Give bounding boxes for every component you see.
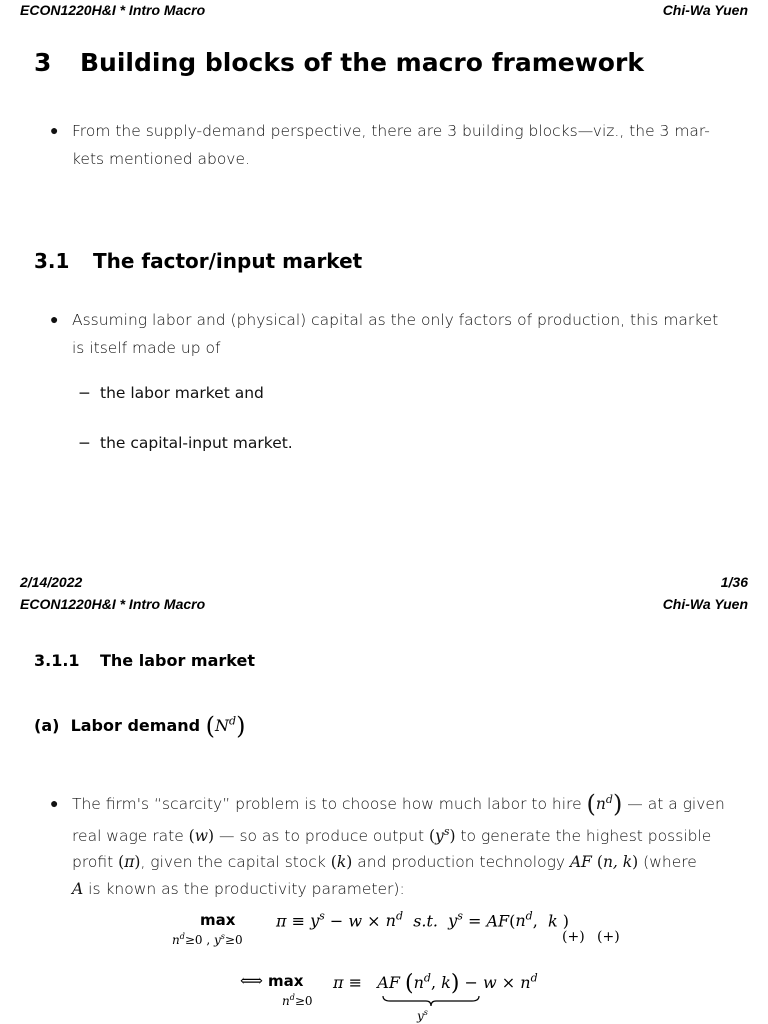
bullet-text: From the supply-demand perspective, there are 3 building blocks—viz., the 3 mar- (72, 122, 710, 140)
a-math: A (72, 879, 84, 898)
author-name: Chi-Wa Yuen (662, 2, 748, 18)
list-item (78, 384, 264, 402)
pi-math: (π) (118, 853, 141, 872)
eq1-body: $\pi \equiv y^s - w \times n^d$ s.t. $y^s = AF(n^d$, k ) (276, 910, 570, 931)
bullet-text: — so as to produce output (219, 826, 425, 845)
bullet-text: profit (72, 853, 114, 872)
ys-math: $(y^s)$ (428, 824, 456, 845)
section-title: Building blocks of the macro framework (80, 48, 644, 77)
bullet-text: — at a given (627, 795, 725, 814)
eq2-arrow (240, 971, 303, 990)
eq2-body: π ≡ AF ($n^d$, $k) - w \times n^d$ (333, 971, 538, 996)
bullet-scarcity (50, 787, 740, 902)
page1-header (20, 2, 748, 18)
eq1-sign-k: (+) (597, 929, 620, 945)
nd-symbol: $(N^d)$ (205, 712, 246, 740)
bullet-text: , given the capital stock (140, 853, 326, 872)
bullet-text: real wage rate (72, 826, 184, 845)
bullet-text: is known as the productivity parameter): (88, 879, 405, 898)
eq2-max-constraint: $n^d\ge 0$ (282, 993, 313, 1008)
subsection-title: The factor/input market (93, 249, 363, 273)
list-item-text: the labor market and (100, 384, 264, 402)
subsubsection-heading (34, 651, 255, 670)
eq2-underbrace (382, 995, 480, 1007)
nd-math: $(n^d)$ (586, 790, 623, 819)
footer-date: 2/14/2022 (20, 574, 83, 590)
bullet-text: Assuming labor and (physical) capital as the only factors of production, this market (72, 311, 719, 329)
paragraph-heading (34, 712, 245, 740)
eq2-underbrace-label: $y^s$ (417, 1008, 428, 1023)
list-item (78, 434, 293, 452)
af-math: AF (n, k) (569, 853, 639, 872)
course-title: ECON1220H&I * Intro Macro (20, 2, 206, 18)
bullet-icon: ● (50, 123, 59, 139)
bullet-text: (where (643, 853, 697, 872)
bullet-text: The firm's “scarcity” problem is to choose how much labor to hire (72, 795, 582, 814)
subsubsection-title: The labor market (100, 651, 255, 670)
bullet-text: to generate the highest possible (460, 826, 712, 845)
subsection-heading (34, 249, 362, 273)
course-title: ECON1220H&I * Intro Macro (20, 596, 206, 612)
max-label: max (268, 972, 304, 990)
bullet-text: and production technology (357, 853, 566, 872)
paragraph-title: Labor demand (70, 716, 201, 735)
bullet-supply-demand (50, 118, 740, 172)
paragraph-label: (a) (34, 716, 60, 735)
subsubsection-number: 3.1.1 (34, 651, 80, 670)
eq1-max-operator (200, 910, 235, 929)
section-heading (34, 48, 644, 77)
page2-header (20, 596, 748, 612)
iff-symbol: ⟺ (240, 971, 263, 990)
eq1-sign-n: (+) (562, 929, 585, 945)
dash-icon: − (78, 384, 91, 402)
section-number: 3 (34, 48, 52, 77)
bullet-text: kets mentioned above. (72, 149, 250, 168)
subsection-number: 3.1 (34, 249, 70, 273)
dash-icon: − (78, 434, 91, 452)
bullet-icon: ● (50, 312, 59, 328)
list-item-text: the capital-input market. (100, 434, 293, 452)
w-math: (w) (188, 826, 215, 845)
author-name: Chi-Wa Yuen (662, 596, 748, 612)
page1-footer (20, 574, 748, 590)
k-math: (k) (330, 853, 353, 872)
bullet-factors (50, 307, 740, 361)
bullet-icon: ● (50, 796, 59, 813)
max-label: max (200, 911, 236, 929)
page-number: 1/36 (720, 574, 748, 590)
bullet-text: is itself made up of (72, 338, 221, 357)
eq1-max-constraint: $n^d\ge 0$ , $y^s\ge 0$ (172, 932, 243, 947)
